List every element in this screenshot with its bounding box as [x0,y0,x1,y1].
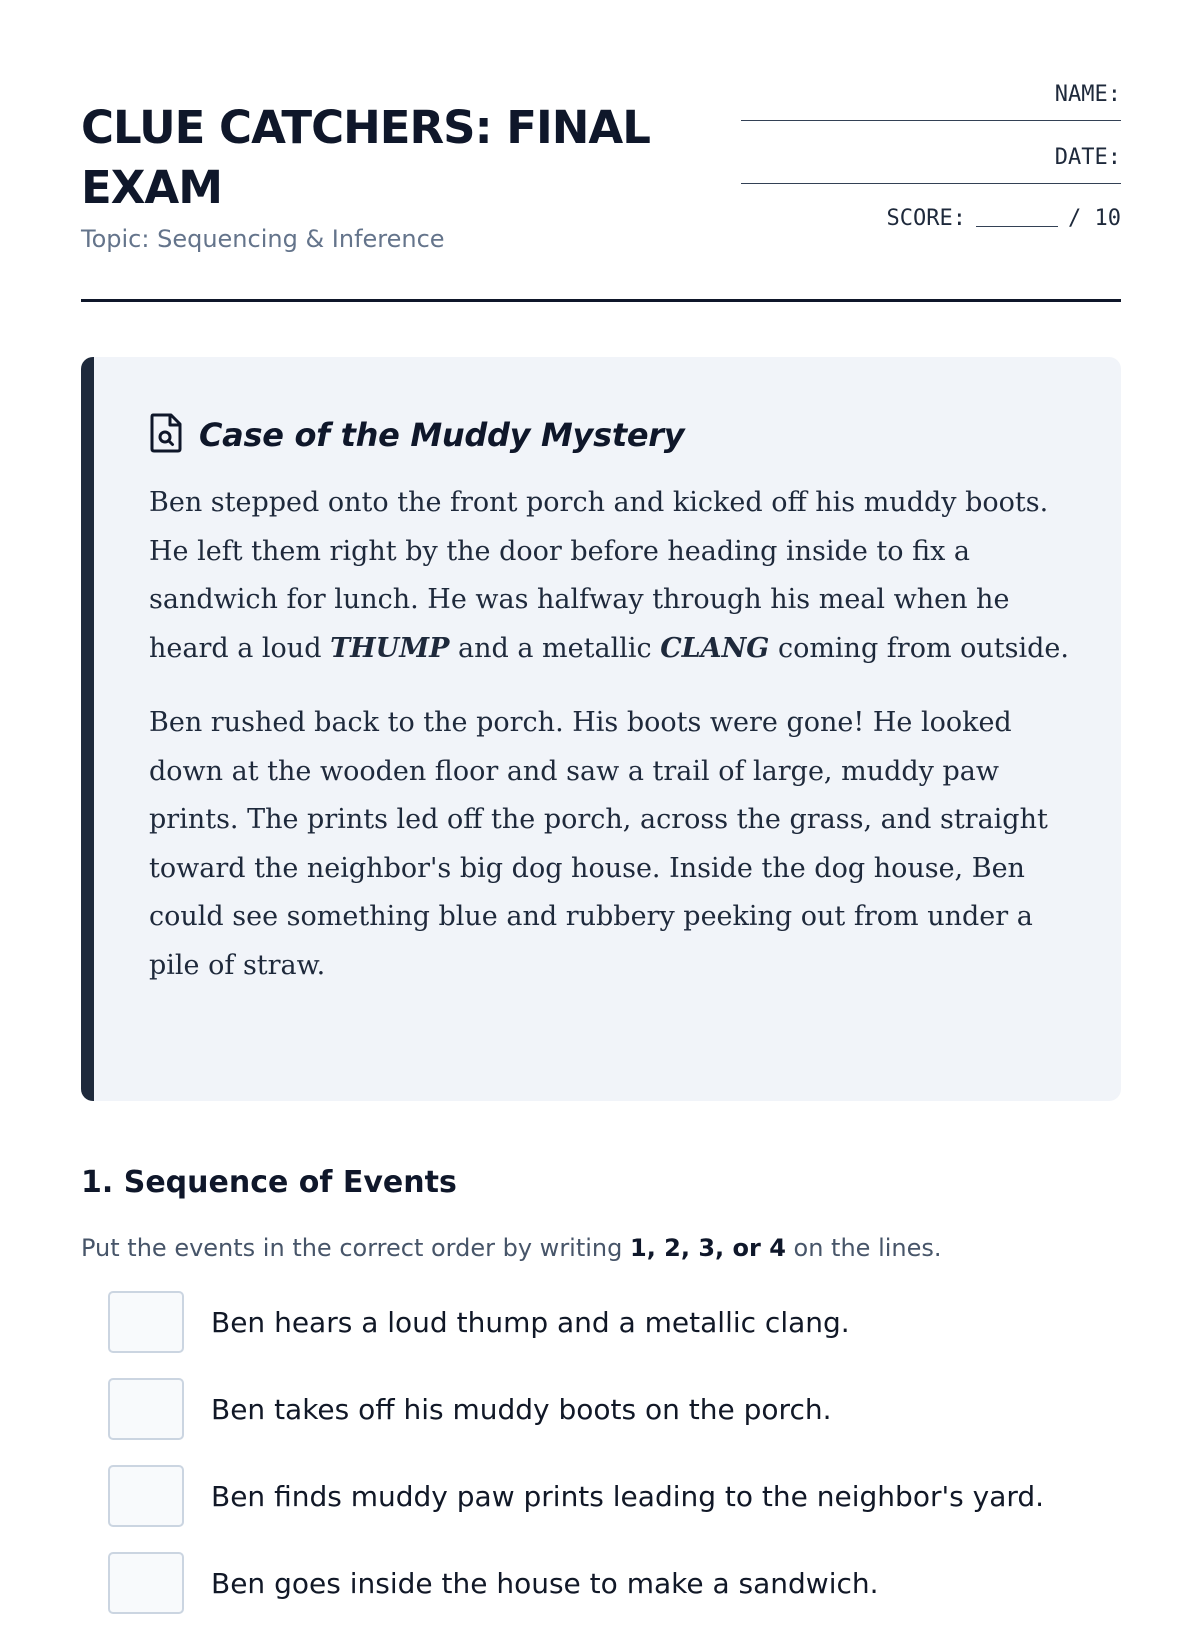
name-line[interactable] [741,110,1121,121]
date-label: DATE: [1054,145,1121,170]
event-list [81,1287,1121,1618]
story-title: Case of the Muddy Mystery [199,416,685,454]
document-search-icon [149,413,183,457]
score-line[interactable] [976,208,1058,227]
answer-box[interactable] [108,1552,184,1614]
event-item [81,1374,1121,1444]
event-item [81,1548,1121,1618]
event-item [81,1287,1121,1357]
event-text: Ben goes inside the house to make a sandwich. [211,1566,879,1600]
section-heading: 1. Sequence of Events [81,1165,457,1200]
page-title: CLUE CATCHERS: FINAL EXAM [81,101,650,214]
score-total: / 10 [1068,206,1121,231]
score-row [741,206,1121,231]
score-label: SCORE: [886,206,967,231]
student-info [741,80,1121,231]
instructions-text: Put the events in the correct order by writing [81,1234,630,1262]
story-paragraph-1 [149,479,1079,673]
event-item [81,1461,1121,1531]
clang-emphasis: CLANG [660,632,770,664]
story-text: and a metallic [449,632,661,664]
header-divider [81,299,1121,302]
story-paragraph-2: Ben rushed back to the porch. His boots were gone! He looked down at the wooden floor and saw a trail of large, muddy paw prints. The prints led off the porch, across the grass, and straight toward the neighbor's big dog house. Inside the dog house, Ben could see something blue and rubbery peeking out from under a pile of straw. [149,707,1048,981]
exam-header [81,0,1121,304]
answer-box[interactable] [108,1465,184,1527]
date-line[interactable] [741,173,1121,184]
story-header [149,411,1071,459]
story-text: Ben stepped onto the front porch and kicked off his muddy boots. He left them right by the door before heading inside to fix a sandwich for lunch. He was halfway through his meal when he heard a loud [149,487,1049,664]
event-text: Ben hears a loud thump and a metallic clang. [211,1305,850,1339]
answer-box[interactable] [108,1291,184,1353]
answer-box[interactable] [108,1378,184,1440]
topic-subtitle: Topic: Sequencing & Inference [81,225,445,253]
event-text: Ben finds muddy paw prints leading to the neighbor's yard. [211,1479,1045,1513]
story-panel [81,357,1121,1101]
name-label: NAME: [1054,82,1121,107]
thump-emphasis: THUMP [330,632,450,664]
instructions-text: on the lines. [785,1234,942,1262]
event-text: Ben takes off his muddy boots on the porch. [211,1392,832,1426]
section-instructions [81,1234,1121,1262]
sequence-section [81,1165,1121,1635]
story-text: coming from outside. [769,632,1069,664]
instructions-emphasis: 1, 2, 3, or 4 [630,1234,786,1262]
